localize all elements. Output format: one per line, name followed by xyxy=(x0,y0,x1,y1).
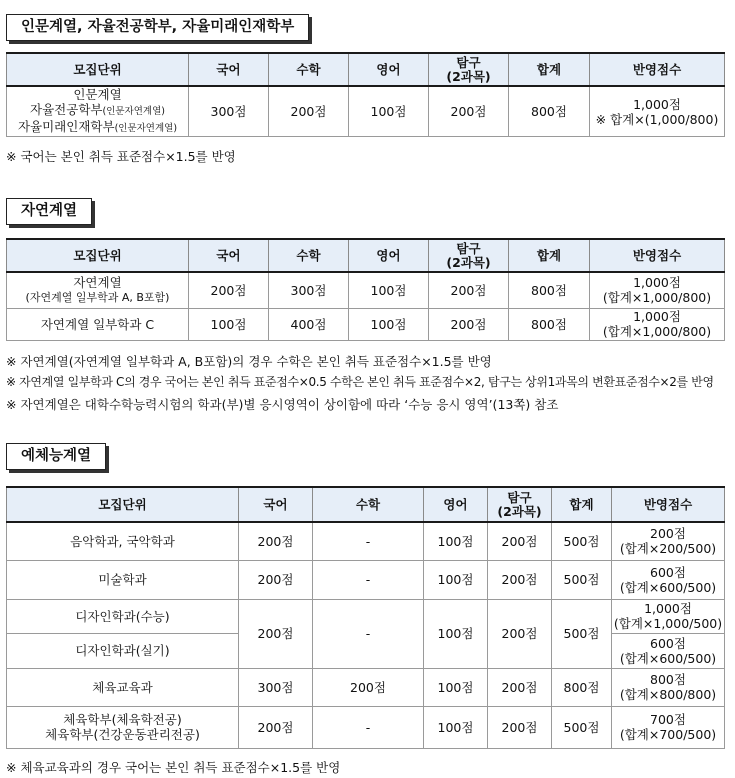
table-row xyxy=(7,599,725,633)
unit-cell: 음악학과, 국악학과 xyxy=(7,522,239,560)
korean-cell: 300점 xyxy=(239,668,313,706)
header-unit: 모집단위 xyxy=(7,53,189,86)
header-total: 합계 xyxy=(552,487,612,522)
header-english: 영어 xyxy=(349,53,429,86)
header-total: 합계 xyxy=(509,53,590,86)
section-title-natural: 자연계열 xyxy=(6,198,92,225)
header-korean: 국어 xyxy=(189,239,269,272)
english-cell: 100점 xyxy=(424,522,488,560)
header-unit: 모집단위 xyxy=(7,239,189,272)
unit-cell: 미술학과 xyxy=(7,560,239,599)
korean-cell: 200점 xyxy=(239,560,313,599)
header-total: 합계 xyxy=(509,239,590,272)
header-score: 반영점수 xyxy=(590,239,725,272)
header-english: 영어 xyxy=(424,487,488,522)
math-cell: 200점 xyxy=(313,668,424,706)
math-cell: 200점 xyxy=(269,86,349,137)
total-cell: 800점 xyxy=(509,272,590,308)
table-natural xyxy=(6,238,725,341)
math-cell: - xyxy=(313,706,424,748)
score-cell: 1,000점 (합계×1,000/500) xyxy=(612,599,725,633)
total-cell: 500점 xyxy=(552,706,612,748)
english-cell: 100점 xyxy=(349,272,429,308)
score-cell: 600점 (합계×600/500) xyxy=(612,560,725,599)
section-title-arts: 예체능계열 xyxy=(6,443,106,470)
inquiry-cell: 200점 xyxy=(488,560,552,599)
header-inquiry: 탐구 (2과목) xyxy=(429,239,509,272)
inquiry-cell: 200점 xyxy=(488,599,552,668)
score-cell: 800점 (합계×800/800) xyxy=(612,668,725,706)
korean-cell: 200점 xyxy=(239,522,313,560)
korean-cell: 300점 xyxy=(189,86,269,137)
unit-cell: 자연계열 일부학과 C xyxy=(7,308,189,340)
score-cell: 200점 (합계×200/500) xyxy=(612,522,725,560)
english-cell: 100점 xyxy=(424,668,488,706)
math-cell: 300점 xyxy=(269,272,349,308)
header-korean: 국어 xyxy=(239,487,313,522)
total-cell: 800점 xyxy=(509,308,590,340)
score-cell: 700점 (합계×700/500) xyxy=(612,706,725,748)
korean-cell: 200점 xyxy=(239,706,313,748)
math-cell: - xyxy=(313,522,424,560)
header-math: 수학 xyxy=(269,239,349,272)
inquiry-cell: 200점 xyxy=(488,668,552,706)
score-cell: 600점 (합계×600/500) xyxy=(612,633,725,668)
unit-cell: 인문계열 자율전공학부(인문자연계열) 자율미래인재학부(인문자연계열) xyxy=(7,86,189,137)
header-inquiry: 탐구 (2과목) xyxy=(429,53,509,86)
english-cell: 100점 xyxy=(424,706,488,748)
korean-cell: 100점 xyxy=(189,308,269,340)
inquiry-cell: 200점 xyxy=(488,522,552,560)
note-natural-3: ※ 자연계열은 대학수학능력시험의 학과(부)별 응시영역이 상이함에 따라 ‘수능 응시 영역’(13쪽) 참조 xyxy=(6,397,559,412)
score-cell: 1,000점 ※ 합계×(1,000/800) xyxy=(590,86,725,137)
header-unit: 모집단위 xyxy=(7,487,239,522)
korean-cell: 200점 xyxy=(239,599,313,668)
inquiry-cell: 200점 xyxy=(429,308,509,340)
unit-cell: 디자인학과(실기) xyxy=(7,633,239,668)
english-cell: 100점 xyxy=(349,308,429,340)
table-row xyxy=(7,668,725,706)
note-humanities: ※ 국어는 본인 취득 표준점수×1.5를 반영 xyxy=(6,149,236,164)
header-english: 영어 xyxy=(349,239,429,272)
english-cell: 100점 xyxy=(349,86,429,137)
total-cell: 500점 xyxy=(552,560,612,599)
table-row xyxy=(7,86,725,137)
math-cell: - xyxy=(313,599,424,668)
math-cell: 400점 xyxy=(269,308,349,340)
math-cell: - xyxy=(313,560,424,599)
unit-cell: 체육교육과 xyxy=(7,668,239,706)
note-arts: ※ 체육교육과의 경우 국어는 본인 취득 표준점수×1.5를 반영 xyxy=(6,760,341,775)
total-cell: 500점 xyxy=(552,522,612,560)
inquiry-cell: 200점 xyxy=(429,86,509,137)
korean-cell: 200점 xyxy=(189,272,269,308)
table-row xyxy=(7,560,725,599)
inquiry-cell: 200점 xyxy=(429,272,509,308)
inquiry-cell: 200점 xyxy=(488,706,552,748)
english-cell: 100점 xyxy=(424,599,488,668)
table-row xyxy=(7,522,725,560)
table-arts xyxy=(6,486,725,749)
header-inquiry: 탐구 (2과목) xyxy=(488,487,552,522)
header-score: 반영점수 xyxy=(612,487,725,522)
table-row xyxy=(7,272,725,308)
section-title-humanities: 인문계열, 자율전공학부, 자율미래인재학부 xyxy=(6,14,309,41)
table-row xyxy=(7,706,725,748)
table-humanities xyxy=(6,52,725,137)
note-natural-2: ※ 자연계열 일부학과 C의 경우 국어는 본인 취득 표준점수×0.5 수학은 본인 취득 표준점수×2, 탐구는 상위1과목의 변환표준점수×2를 반영 xyxy=(6,375,714,389)
unit-cell: 자연계열 (자연계열 일부학과 A, B포함) xyxy=(7,272,189,308)
unit-cell: 체육학부(체육학전공) 체육학부(건강운동관리전공) xyxy=(7,706,239,748)
score-cell: 1,000점 (합계×1,000/800) xyxy=(590,272,725,308)
header-korean: 국어 xyxy=(189,53,269,86)
english-cell: 100점 xyxy=(424,560,488,599)
total-cell: 800점 xyxy=(552,668,612,706)
table-row xyxy=(7,308,725,340)
total-cell: 800점 xyxy=(509,86,590,137)
unit-cell: 디자인학과(수능) xyxy=(7,599,239,633)
total-cell: 500점 xyxy=(552,599,612,668)
header-math: 수학 xyxy=(269,53,349,86)
header-math: 수학 xyxy=(313,487,424,522)
score-cell: 1,000점 (합계×1,000/800) xyxy=(590,308,725,340)
note-natural-1: ※ 자연계열(자연계열 일부학과 A, B포함)의 경우 수학은 본인 취득 표준점수×1.5를 반영 xyxy=(6,354,492,369)
header-score: 반영점수 xyxy=(590,53,725,86)
